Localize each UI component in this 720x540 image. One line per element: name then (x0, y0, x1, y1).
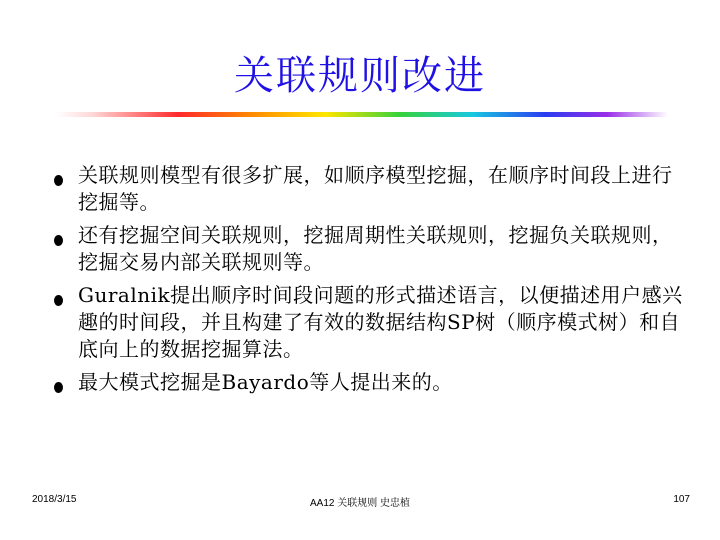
bullet-dot-icon (54, 382, 63, 393)
bullet-list (48, 162, 688, 402)
bullet-item (48, 369, 688, 396)
bullet-item (48, 282, 688, 363)
title-underline-gradient (56, 112, 668, 117)
bullet-item (48, 162, 688, 216)
bullet-text: 最大模式挖掘是Bayardo等人提出来的。 (78, 370, 453, 394)
bullet-dot-icon (54, 235, 63, 246)
footer-page-number: 107 (673, 494, 690, 505)
footer-date: 2018/3/15 (32, 494, 77, 505)
bullet-text: 还有挖掘空间关联规则，挖掘周期性关联规则，挖掘负关联规则，挖掘交易内部关联规则等。 (78, 223, 673, 274)
bullet-text: Guralnik提出顺序时间段问题的形式描述语言，以便描述用户感兴趣的时间段，并且构建了有效的数据结构SP树（顺序模式树）和自底向上的数据挖掘算法。 (78, 283, 683, 361)
bullet-dot-icon (54, 175, 63, 186)
footer-course-label: AA12 关联规则 史忠植 (309, 498, 411, 509)
slide-title: 关联规则改进 (234, 53, 486, 99)
bullet-text: 关联规则模型有很多扩展，如顺序模型挖掘，在顺序时间段上进行挖掘等。 (78, 163, 673, 214)
bullet-dot-icon (54, 295, 63, 306)
bullet-item (48, 222, 688, 276)
